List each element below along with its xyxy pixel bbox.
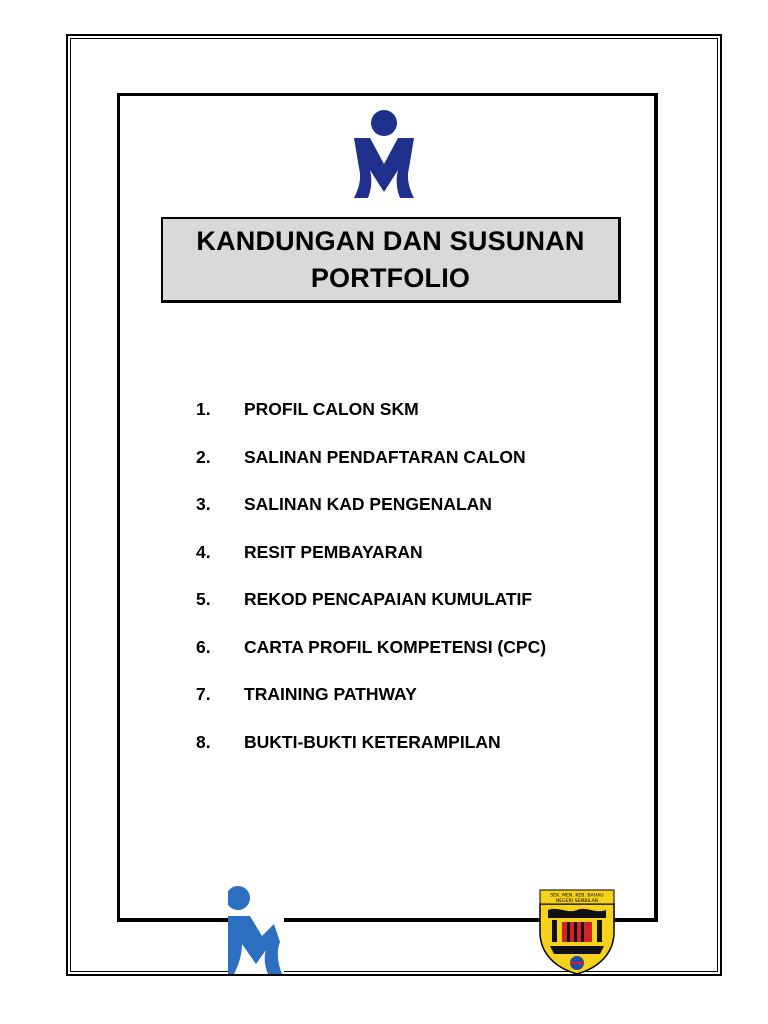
item-number: 2. [196, 446, 211, 467]
item-label: BUKTI-BUKTI KETERAMPILAN [244, 731, 501, 752]
list-item [196, 635, 636, 683]
item-number: 4. [196, 541, 211, 562]
title-box [161, 217, 621, 303]
item-number: 6. [196, 636, 211, 657]
list-item [196, 730, 636, 778]
item-label: SALINAN KAD PENGENALAN [244, 494, 492, 514]
title-line-1: KANDUNGAN DAN SUSUNAN [196, 225, 585, 256]
item-number: 5. [196, 589, 211, 609]
item-label: PROFIL CALON SKM [244, 399, 419, 419]
contents-list [196, 397, 636, 777]
list-item [196, 587, 636, 635]
list-item [196, 540, 636, 588]
school-crest-icon [538, 888, 616, 974]
item-number: 1. [196, 399, 211, 419]
list-item [196, 445, 636, 493]
item-label: REKOD PENCAPAIAN KUMULATIF [244, 589, 533, 609]
crest-banner-line-2: NEGERI SEMBILAN [555, 899, 599, 904]
person-m-logo-icon [350, 108, 418, 200]
list-item [196, 682, 636, 730]
item-label: SALINAN PENDAFTARAN CALON [244, 446, 526, 467]
crest-banner-line-1: SEK. MEN. KEB. BAHAU [550, 893, 604, 899]
item-label: RESIT PEMBAYARAN [244, 541, 423, 562]
list-item [196, 492, 636, 540]
title-line-2: PORTFOLIO [310, 262, 471, 293]
item-label: CARTA PROFIL KOMPETENSI (CPC) [244, 636, 547, 657]
item-number: 8. [196, 731, 211, 752]
partial-person-logo-icon [228, 886, 284, 974]
list-item [196, 397, 636, 445]
item-label: TRAINING PATHWAY [244, 684, 417, 704]
item-number: 7. [196, 684, 211, 704]
item-number: 3. [196, 494, 211, 514]
